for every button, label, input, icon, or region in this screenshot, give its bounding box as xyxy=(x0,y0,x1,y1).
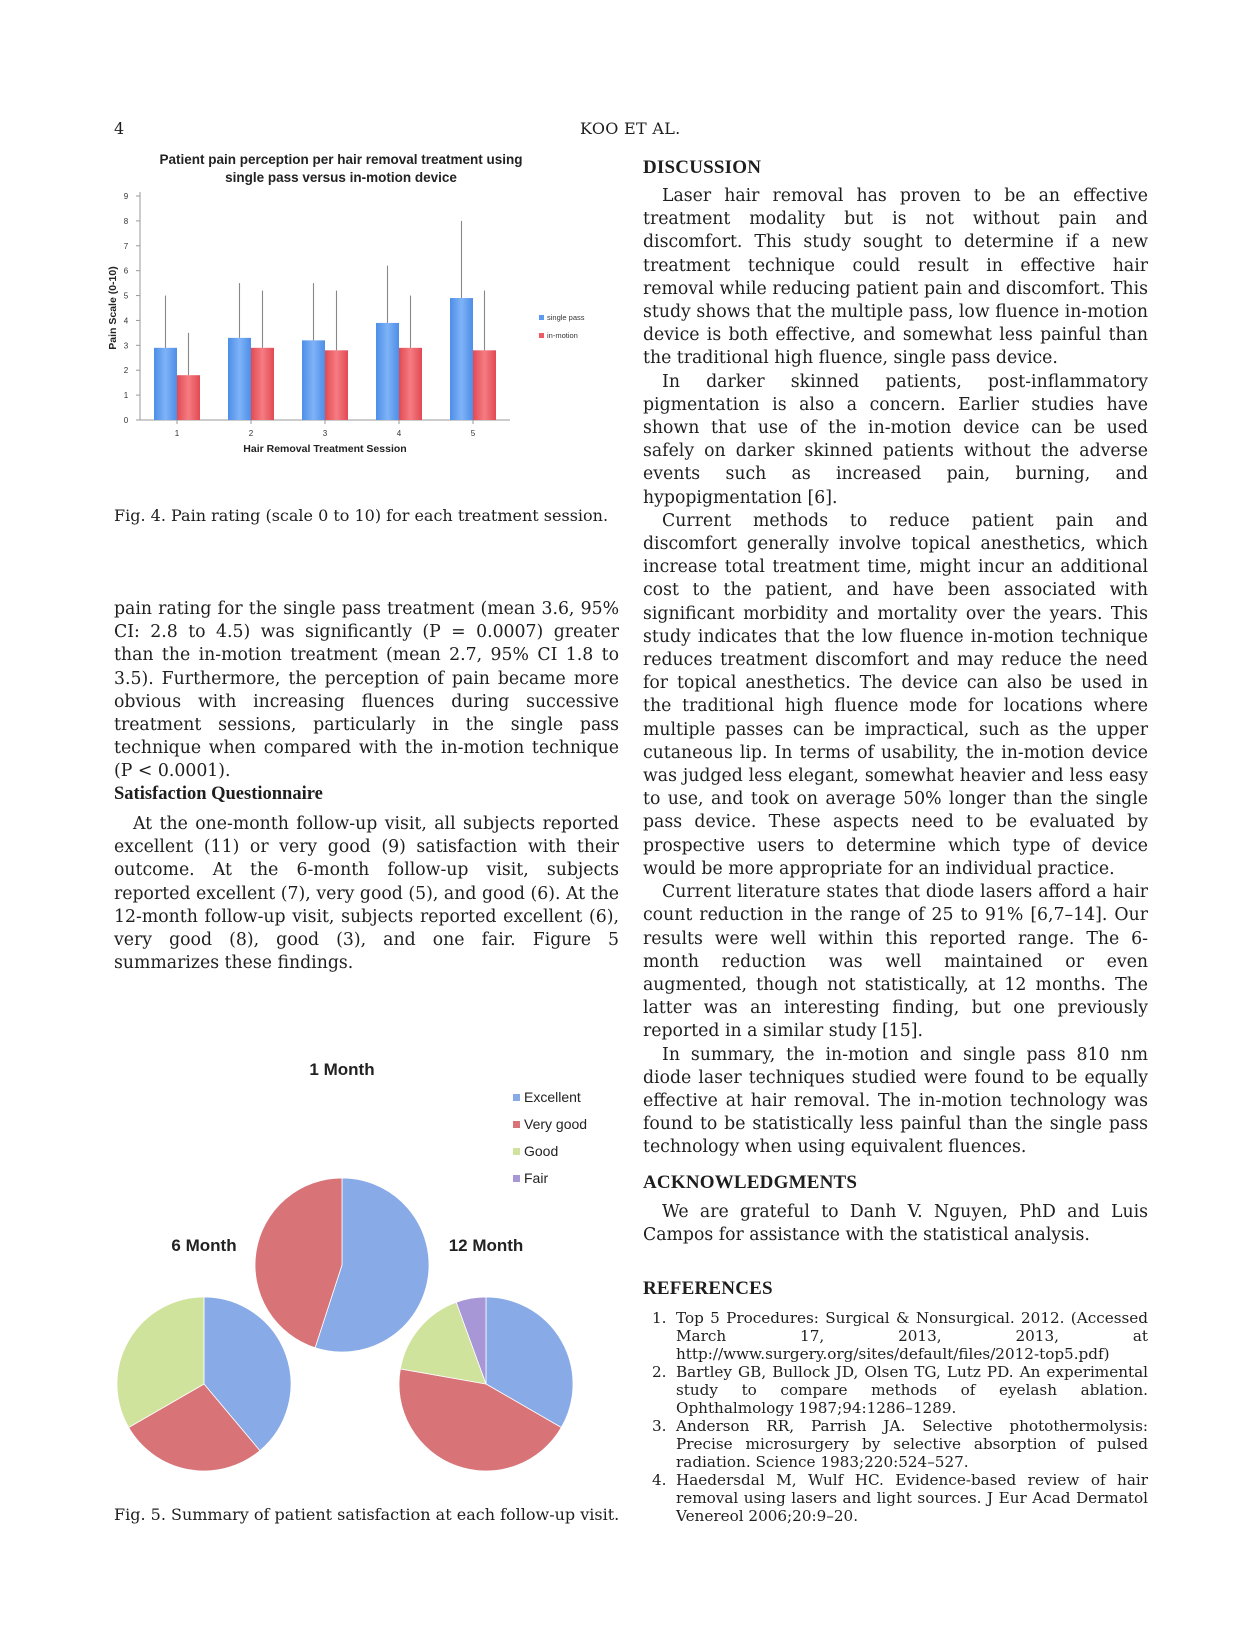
legend-swatch xyxy=(513,1121,520,1128)
discussion-paragraph: Laser hair removal has proven to be an effective treatment modality but is not without pain and discomfort. This study sought to determine if a new treatment technique could result in effective hair removal while reducing patient pain and discomfort. This study shows that the multiple pass, low fluence in-motion device is both effective, and somewhat less painful than the traditional high fluence, single pass device. xyxy=(643,186,1148,369)
pie-title: 12 Month xyxy=(448,1236,524,1255)
satisfaction-pie-charts xyxy=(100,1058,640,1488)
y-tick-label: 7 xyxy=(123,241,129,251)
x-tick-label: 4 xyxy=(396,429,402,438)
bar-single-pass-4 xyxy=(376,323,399,420)
discussion-paragraph: Current literature states that diode lasers afford a hair count reduction in the range of 25 to 91% [6,7–14]. Our results were well within this reported range. The 6-month reduction was well maintained or even augmented, though not statistically, at 12 months. The latter was an interesting finding, but one previously reported in a similar study [15]. xyxy=(643,882,1148,1042)
running-title: KOO ET AL. xyxy=(580,119,681,138)
figure-5-caption: Fig. 5. Summary of patient satisfaction at each follow-up visit. xyxy=(114,1505,620,1524)
discussion-text xyxy=(643,185,1148,1160)
discussion-heading: DISCUSSION xyxy=(643,157,762,178)
x-tick-label: 5 xyxy=(470,429,476,438)
legend-label: Very good xyxy=(524,1116,588,1132)
y-tick-label: 3 xyxy=(123,341,129,351)
y-tick-label: 6 xyxy=(123,266,129,276)
acknowledgments-paragraph: We are grateful to Danh V. Nguyen, PhD and Luis Campos for assistance with the statistical analysis. xyxy=(643,1202,1148,1246)
left-column-text xyxy=(114,598,619,784)
legend-swatch xyxy=(513,1148,520,1155)
satisfaction-paragraph: At the one-month follow-up visit, all subjects reported excellent (11) or very good (9) satisfaction with their outcome. At the 6-month follow-up visit, subjects reported excellent (7), very good (5), and good (6). At the 12-month follow-up visit, subjects reported excellent (6), very good (8), good (3), and one fair. Figure 5 summarizes these findings. xyxy=(114,814,619,974)
pie-title: 6 Month xyxy=(171,1236,237,1255)
reference-item: 2. Bartley GB, Bullock JD, Olsen TG, Lutz PD. An experimental study to compare methods of eyelash ablation. Ophthalmology 1987;94:1286–1289. xyxy=(652,1363,1148,1417)
y-tick-label: 4 xyxy=(123,316,129,326)
bar-in-motion-2 xyxy=(251,348,274,420)
acknowledgments-heading: ACKNOWLEDGMENTS xyxy=(643,1172,858,1193)
bar-single-pass-1 xyxy=(154,348,177,420)
x-tick-label: 1 xyxy=(174,429,180,438)
bar-in-motion-3 xyxy=(325,350,348,420)
legend-label: single pass xyxy=(547,313,585,322)
discussion-paragraph: In summary, the in-motion and single pass 810 nm diode laser techniques studied were found to be equally effective at hair removal. The in-motion technology was found to be statistically less painful than the single pass technology when using equivalent fluences. xyxy=(643,1044,1148,1158)
legend-label: Good xyxy=(524,1143,559,1159)
legend-swatch xyxy=(539,315,544,320)
reference-item: 4. Haedersdal M, Wulf HC. Evidence-based review of hair removal using lasers and light sources. J Eur Acad Dermatol Venereol 2006;20:9–20. xyxy=(652,1471,1148,1525)
x-tick-label: 3 xyxy=(322,429,328,438)
y-axis-label: Pain Scale (0-10) xyxy=(107,266,119,350)
references-heading: REFERENCES xyxy=(643,1278,773,1299)
y-tick-label: 0 xyxy=(123,416,129,425)
y-tick-label: 8 xyxy=(123,216,129,226)
chart-title-line: single pass versus in-motion device xyxy=(225,170,457,185)
y-tick-label: 5 xyxy=(123,291,129,301)
y-tick-label: 2 xyxy=(123,366,129,376)
results-paragraph: pain rating for the single pass treatment (mean 3.6, 95% CI: 2.8 to 4.5) was significantly (P = 0.0007) greater than the in-motion treatment (mean 2.7, 95% CI 1.8 to 3.5). Furthermore, the perception of pain became more obvious with increasing fluences during successive treatment sessions, particularly in the single pass technique when compared with the in-motion technique (P < 0.0001). xyxy=(114,599,619,782)
pain-bar-chart xyxy=(100,150,630,490)
discussion-paragraph: In darker skinned patients, post-inflammatory pigmentation is also a concern. Earlier studies have shown that use of the in-motion device can be used safely on darker skinned patients without the adverse events such as increased pain, burning, and hypopigmentation [6]. xyxy=(643,371,1148,508)
bar-single-pass-5 xyxy=(450,298,473,420)
bar-in-motion-4 xyxy=(399,348,422,420)
y-tick-label: 1 xyxy=(123,391,129,401)
x-tick-label: 2 xyxy=(248,429,254,438)
bar-in-motion-1 xyxy=(177,375,200,420)
legend-label: in-motion xyxy=(547,331,578,340)
legend-swatch xyxy=(539,333,544,338)
acknowledgments-text xyxy=(643,1201,1148,1247)
bar-single-pass-2 xyxy=(228,338,251,420)
legend-swatch xyxy=(513,1175,520,1182)
legend-label: Fair xyxy=(524,1170,549,1186)
bar-single-pass-3 xyxy=(302,340,325,420)
y-tick-label: 9 xyxy=(123,192,129,201)
discussion-paragraph: Current methods to reduce patient pain and discomfort generally involve topical anesthetics, which increase total treatment time, might incur an additional cost to the patient, and have been associated with significant morbidity and mortality over the years. This study indicates that the low fluence in-motion technique reduces treatment discomfort and may reduce the need for topical anesthetics. The device can also be used in the traditional high fluence mode for locations where multiple passes can be impractical, such as the upper cutaneous lip. In terms of usability, the in-motion device was judged less elegant, somewhat heavier and less easy to use, and took on average 50% longer than the single pass device. These aspects need to be evaluated by prospective users to determine which type of device would be more appropriate for an individual practice. xyxy=(643,510,1148,879)
chart-title-line: Patient pain perception per hair removal treatment using xyxy=(159,152,523,167)
reference-item: 1. Top 5 Procedures: Surgical & Nonsurgical. 2012. (Accessed March 17, 2013, 2013, at http://www.surgery.org/sites/default/files/2012-top5.pdf) xyxy=(652,1309,1148,1363)
satisfaction-heading: Satisfaction Questionnaire xyxy=(114,784,323,804)
reference-list xyxy=(643,1309,1148,1525)
figure-4-caption: Fig. 4. Pain rating (scale 0 to 10) for each treatment session. xyxy=(114,506,609,525)
legend-swatch xyxy=(513,1094,520,1101)
satisfaction-text xyxy=(114,813,619,975)
legend-label: Excellent xyxy=(524,1089,581,1105)
bar-in-motion-5 xyxy=(473,350,496,420)
reference-item: 3. Anderson RR, Parrish JA. Selective photothermolysis: Precise microsurgery by selective absorption of pulsed radiation. Science 1983;220:524–527. xyxy=(652,1417,1148,1471)
x-axis-label: Hair Removal Treatment Session xyxy=(243,443,407,455)
pie-title: 1 Month xyxy=(309,1060,375,1079)
page-number: 4 xyxy=(114,119,125,138)
